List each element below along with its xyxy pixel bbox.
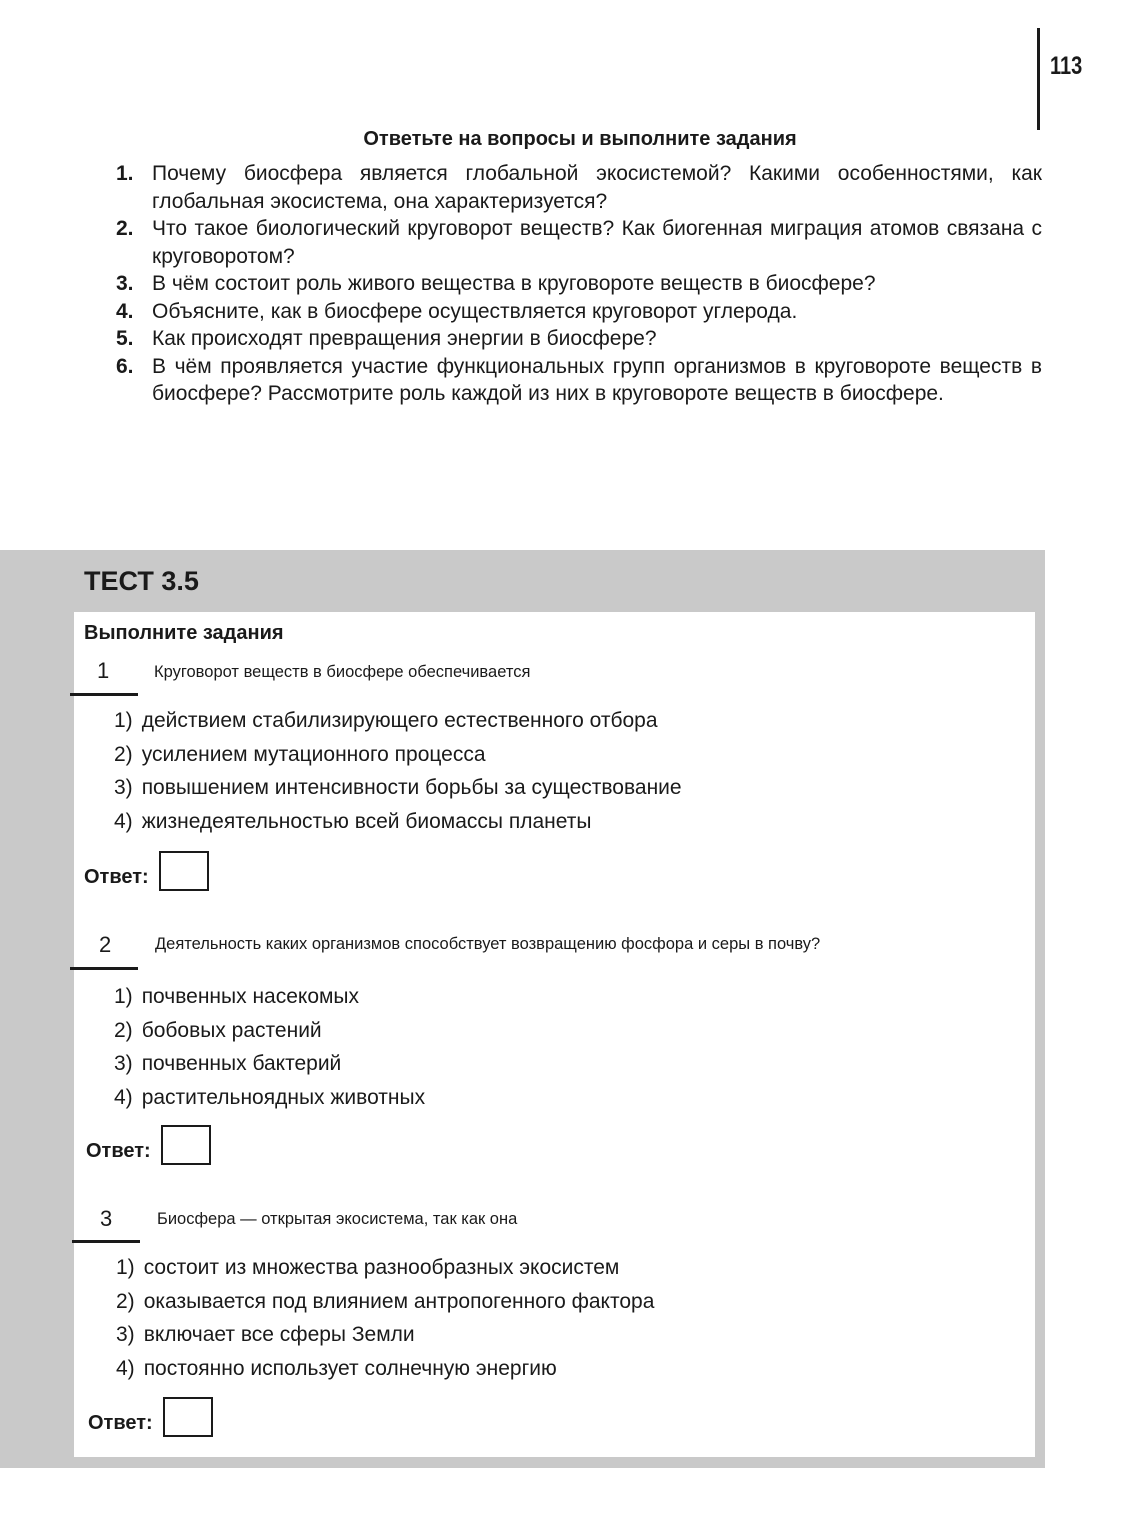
question-item <box>116 215 1042 270</box>
answer-label: Ответ: <box>84 866 149 888</box>
option-number: 4) <box>114 809 133 833</box>
option-number: 3) <box>114 1052 133 1075</box>
task-text: Биосфера — открытая экосистема, так как она <box>157 1210 518 1228</box>
option-text: действием стабилизирующего естественного отбора <box>141 709 658 732</box>
task-number-underline <box>72 1240 140 1243</box>
option-item <box>116 1285 654 1319</box>
page-margin-rule <box>1037 28 1040 130</box>
option-number: 2) <box>114 742 133 766</box>
tasks-heading: Выполните задания <box>84 622 284 644</box>
page-number: 113 <box>1050 52 1083 80</box>
option-number: 1) <box>114 709 133 732</box>
answer-box[interactable] <box>159 851 209 891</box>
task-options <box>114 980 425 1114</box>
answer-box[interactable] <box>163 1397 213 1437</box>
option-number: 4) <box>114 1085 133 1109</box>
task-number: 3 <box>100 1206 113 1231</box>
task-number-underline <box>70 693 138 696</box>
question-text: Как происходят превращения энергии в биосфере? <box>152 327 657 350</box>
task-number: 2 <box>99 932 112 957</box>
option-number: 2) <box>114 1018 133 1042</box>
questions-heading: Ответьте на вопросы и выполните задания <box>363 128 797 150</box>
task-number: 1 <box>97 658 110 683</box>
option-item <box>114 1014 425 1048</box>
option-number: 4) <box>116 1356 135 1380</box>
option-item <box>116 1318 654 1352</box>
question-text: Почему биосфера является глобальной экосистемой? Какими особенностями, как глобальная экосистема, она характеризуется? <box>152 162 1042 213</box>
task-options <box>116 1251 654 1385</box>
question-number: 4. <box>116 299 134 323</box>
option-text: постоянно использует солнечную энергию <box>143 1356 557 1380</box>
question-item <box>116 325 1042 353</box>
question-item <box>116 270 1042 298</box>
question-text: В чём проявляется участие функциональных групп организмов в круговороте веществ в биосфере? Рассмотрите роль каждой из них в круговороте веществ в биосфере. <box>152 354 1042 405</box>
question-item <box>116 298 1042 326</box>
answer-label: Ответ: <box>88 1412 153 1434</box>
task-text: Круговорот веществ в биосфере обеспечивается <box>154 663 531 681</box>
answer-row <box>86 1125 211 1165</box>
question-number: 6. <box>116 354 134 378</box>
option-text: жизнедеятельностью всей биомассы планеты <box>141 809 592 833</box>
option-text: растительноядных животных <box>141 1085 426 1109</box>
option-text: почвенных бактерий <box>141 1052 342 1075</box>
option-text: повышением интенсивности борьбы за существование <box>141 776 682 799</box>
answer-row <box>88 1397 213 1437</box>
answer-box[interactable] <box>161 1125 211 1165</box>
question-text: Объясните, как в биосфере осуществляется круговорот углерода. <box>152 299 798 323</box>
option-text: усилением мутационного процесса <box>141 742 486 766</box>
question-item <box>116 160 1042 215</box>
questions-list <box>116 160 1042 408</box>
option-number: 3) <box>114 776 133 799</box>
option-item <box>114 771 682 805</box>
task-text: Деятельность каких организмов способствует возвращению фосфора и серы в почву? <box>155 935 821 953</box>
test-title: ТЕСТ 3.5 <box>84 566 199 596</box>
task-options <box>114 704 682 838</box>
question-number: 5. <box>116 327 134 350</box>
question-text: В чём состоит роль живого вещества в круговороте веществ в биосфере? <box>152 272 876 295</box>
option-text: состоит из множества разнообразных экосистем <box>143 1256 620 1279</box>
option-text: бобовых растений <box>141 1018 322 1042</box>
option-item <box>114 805 682 839</box>
answer-row <box>84 851 209 891</box>
option-number: 2) <box>116 1289 135 1313</box>
option-item <box>114 1047 425 1081</box>
question-number: 2. <box>116 217 134 240</box>
option-item <box>114 704 682 738</box>
option-number: 3) <box>116 1323 135 1346</box>
option-text: почвенных насекомых <box>141 985 360 1008</box>
question-item <box>116 353 1042 408</box>
question-number: 3. <box>116 272 134 295</box>
option-item <box>114 738 682 772</box>
task-number-underline <box>70 967 138 970</box>
option-number: 1) <box>114 985 133 1008</box>
option-item <box>116 1251 654 1285</box>
answer-label: Ответ: <box>86 1140 151 1162</box>
option-item <box>114 1081 425 1115</box>
option-item <box>114 980 425 1014</box>
option-item <box>116 1352 654 1386</box>
question-number: 1. <box>116 162 134 185</box>
option-text: оказывается под влиянием антропогенного фактора <box>143 1289 655 1313</box>
option-text: включает все сферы Земли <box>143 1323 415 1346</box>
question-text: Что такое биологический круговорот веществ? Как биогенная миграция атомов связана с круговоротом? <box>152 217 1042 268</box>
option-number: 1) <box>116 1256 135 1279</box>
